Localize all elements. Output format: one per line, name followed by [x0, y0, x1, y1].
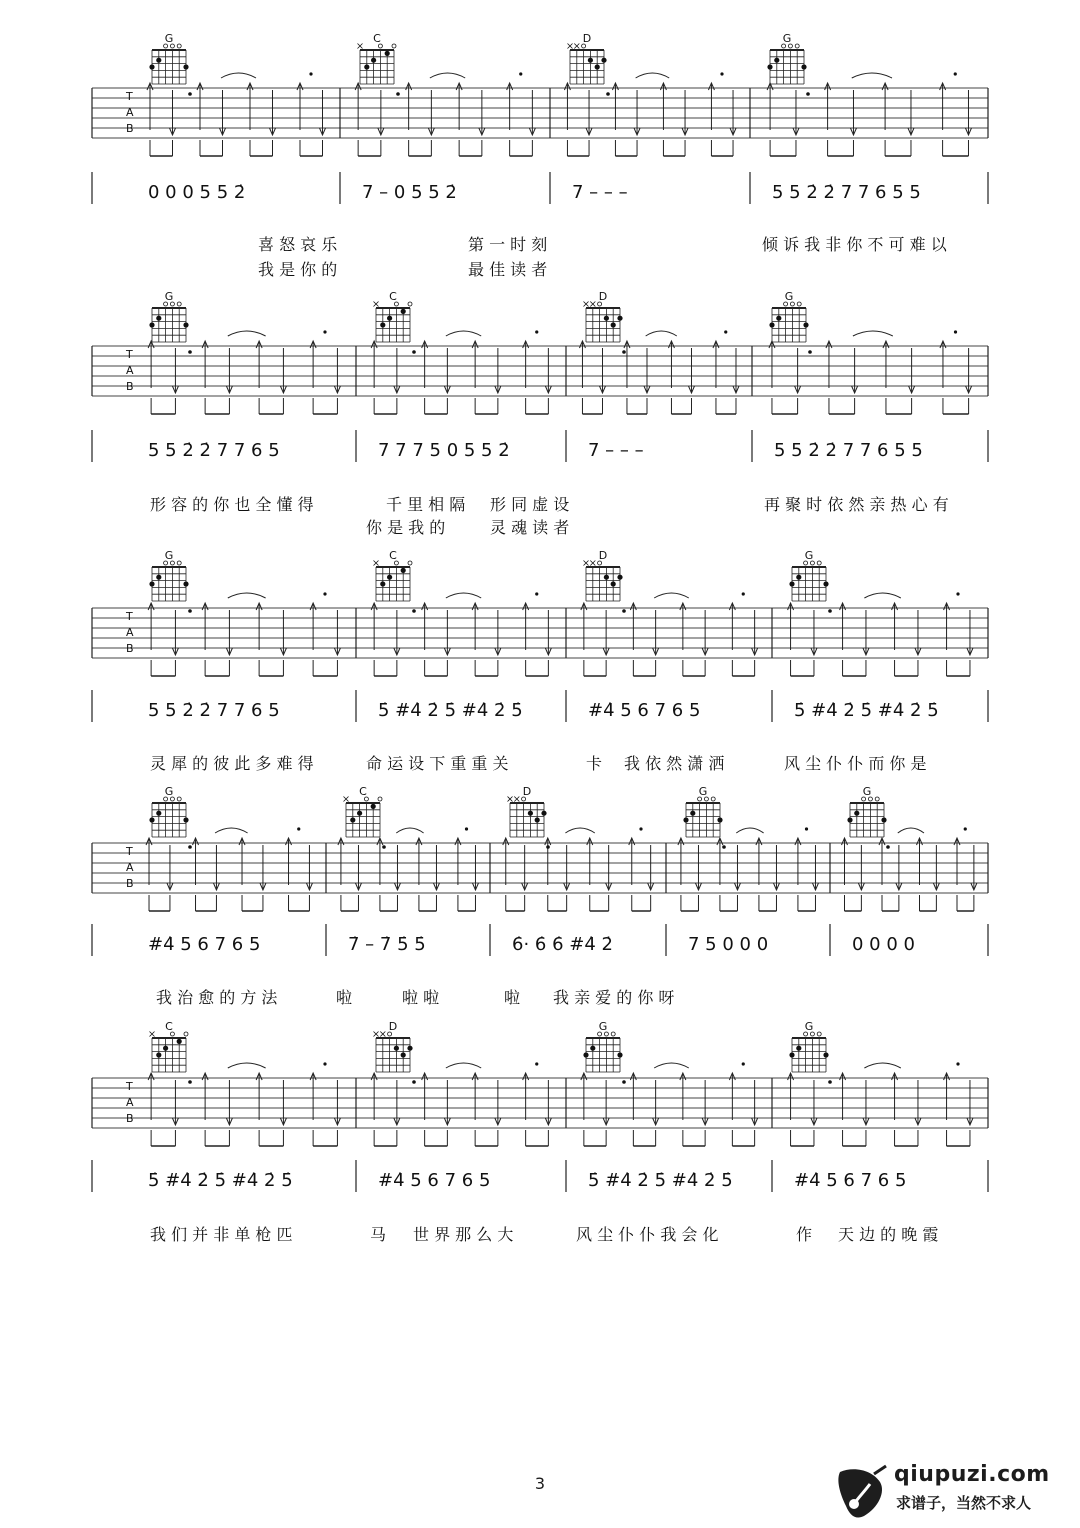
chord-name: G	[804, 549, 814, 562]
numbered-notation-measure: 5̇ #4̇ 2̇ 5̇ #4̇ 2̇ 5̇	[148, 1170, 293, 1191]
chord-name: C	[373, 32, 381, 45]
lyric-segment: 风 尘 仆 仆 而 你 是	[784, 754, 927, 773]
lyric-segment: 形 同 虚 设	[490, 495, 570, 514]
numbered-notation-measure: 7 – – –	[572, 182, 628, 203]
numbered-notation-measure: 5̇ #4̇ 2̇ 5̇ #4̇ 2̇ 5̇	[378, 700, 523, 721]
numbered-notation-measure: 5 5 2̇ 2̇ 7 7 6 5 5	[772, 182, 921, 203]
numbered-notation-measure: 5 5 2̇ 2̇ 7 7 6 5	[148, 700, 280, 721]
lyric-segment: 啦 啦	[402, 988, 440, 1007]
tab-clef-letter: B	[126, 1112, 134, 1125]
tab-clef-letter: B	[126, 122, 134, 135]
tab-clef-letter: A	[126, 626, 134, 639]
watermark-domain: qiupuzi.com	[894, 1462, 1050, 1487]
chord-name: G	[784, 290, 794, 303]
lyric-segment: 天 边 的 晚 霞	[838, 1225, 939, 1244]
lyric-segment: 风 尘 仆 仆 我 会 化	[576, 1225, 719, 1244]
lyric-segment: 卡	[586, 754, 603, 773]
tab-clef-letter: A	[126, 364, 134, 377]
tab-clef-letter: T	[126, 348, 133, 361]
chord-name: D	[598, 290, 608, 303]
chord-name: C	[389, 549, 397, 562]
numbered-notation-measure: 0 0 0 0	[852, 934, 915, 955]
chord-name: G	[782, 32, 792, 45]
chord-diagram	[789, 1020, 831, 1084]
numbered-notation-measure: 5 5 2̇ 2̇ 7 7 6 5	[148, 440, 280, 461]
lyric-segment: 再 聚 时 依 然 亲 热 心 有	[764, 495, 949, 514]
numbered-notation-measure: 5̇ #4̇ 2̇ 5̇ #4̇ 2̇ 5̇	[588, 1170, 733, 1191]
numbered-notation-measure: 6̇· 6̇ 6̇ #4̇ 2̇	[512, 934, 613, 955]
tab-clef-letter: A	[126, 861, 134, 874]
numbered-notation-measure: 5 5 2̇ 2̇ 7 7 6 5 5	[774, 440, 923, 461]
chord-name: G	[164, 549, 174, 562]
tab-clef-letter: A	[126, 1096, 134, 1109]
lyric-segment: 形 容 的 你 也 全 懂 得	[150, 495, 314, 514]
tab-clef-letter: B	[126, 380, 134, 393]
lyric-segment: 啦	[504, 988, 521, 1007]
numbered-notation-measure: 7 – 0 5 5 2̇	[362, 182, 457, 203]
chord-name: G	[698, 785, 708, 798]
lyric-segment: 作	[796, 1225, 813, 1244]
chord-name: G	[164, 290, 174, 303]
numbered-notation-measure: #4̇ 5 6 7 6 5	[588, 700, 701, 721]
lyric-segment: 我 依 然 潇 洒	[624, 754, 725, 773]
tab-clef-letter: B	[126, 642, 134, 655]
guitar-pick-logo-icon	[834, 1464, 890, 1520]
numbered-notation-measure: 0 0 0 5 5 2̇	[148, 182, 246, 203]
numbered-notation-measure: 7̇ – 7̇ 5̇ 5̇	[348, 934, 426, 955]
chord-name: C	[165, 1020, 173, 1033]
tab-clef-letter: A	[126, 106, 134, 119]
lyric-segment: 最 佳 读 者	[468, 260, 548, 279]
lyric-segment: 啦	[336, 988, 353, 1007]
watermark-slogan: 求谱子，当然不求人	[896, 1494, 1032, 1512]
numbered-notation-measure: #4̇ 5 6 7 6 5	[148, 934, 261, 955]
chord-name: D	[388, 1020, 398, 1033]
chord-diagram	[150, 1020, 192, 1084]
lyric-segment: 倾 诉 我 非 你 不 可 难 以	[762, 235, 947, 254]
chord-name: C	[359, 785, 367, 798]
lyric-segment: 我 治 愈 的 方 法	[156, 988, 278, 1007]
tab-clef-letter: T	[126, 1080, 133, 1093]
lyric-segment: 马	[370, 1225, 387, 1244]
chord-diagram	[583, 1020, 625, 1084]
lyric-segment: 你 是 我 的	[366, 518, 446, 537]
lyric-segment: 我 是 你 的	[258, 260, 338, 279]
chord-diagram	[374, 1020, 416, 1084]
chord-name: D	[522, 785, 532, 798]
lyric-segment: 喜 怒 哀 乐	[258, 235, 338, 254]
tab-clef-letter: T	[126, 845, 133, 858]
page-number: 3	[534, 1474, 546, 1493]
lyric-segment: 灵 魂 读 者	[490, 518, 570, 537]
lyric-segment: 灵 犀 的 彼 此 多 难 得	[150, 754, 314, 773]
tab-clef-letter: B	[126, 877, 134, 890]
lyric-segment: 世 界 那 么 大	[413, 1225, 514, 1244]
chord-name: G	[598, 1020, 608, 1033]
watermark	[834, 1460, 1070, 1520]
numbered-notation-measure: 7 5 0 0 0	[688, 934, 769, 955]
numbered-notation-measure: 7 – – –	[588, 440, 644, 461]
numbered-notation-measure: 5̇ #4̇ 2̇ 5̇ #4̇ 2̇ 5̇	[794, 700, 939, 721]
lyric-segment: 命 运 设 下 重 重 关	[366, 754, 509, 773]
chord-name: D	[582, 32, 592, 45]
chord-name: D	[598, 549, 608, 562]
numbered-notation-measure: #4̇ 5 6 7 6 5	[794, 1170, 907, 1191]
lyric-segment: 我 们 并 非 单 枪 匹	[150, 1225, 293, 1244]
tab-clef-letter: T	[126, 610, 133, 623]
tab-clef-letter: T	[126, 90, 133, 103]
chord-name: C	[389, 290, 397, 303]
chord-name: G	[862, 785, 872, 798]
chord-name: G	[804, 1020, 814, 1033]
lyric-segment: 我 亲 爱 的 你 呀	[553, 988, 675, 1007]
lyric-segment: 千 里 相 隔	[386, 495, 466, 514]
chord-name: G	[164, 785, 174, 798]
numbered-notation-measure: 7 7 7 5 0 5 5 2̇	[378, 440, 510, 461]
chord-name: G	[164, 32, 174, 45]
lyric-segment: 第 一 时 刻	[468, 235, 548, 254]
numbered-notation-measure: #4̇ 5 6 7 6 5	[378, 1170, 491, 1191]
